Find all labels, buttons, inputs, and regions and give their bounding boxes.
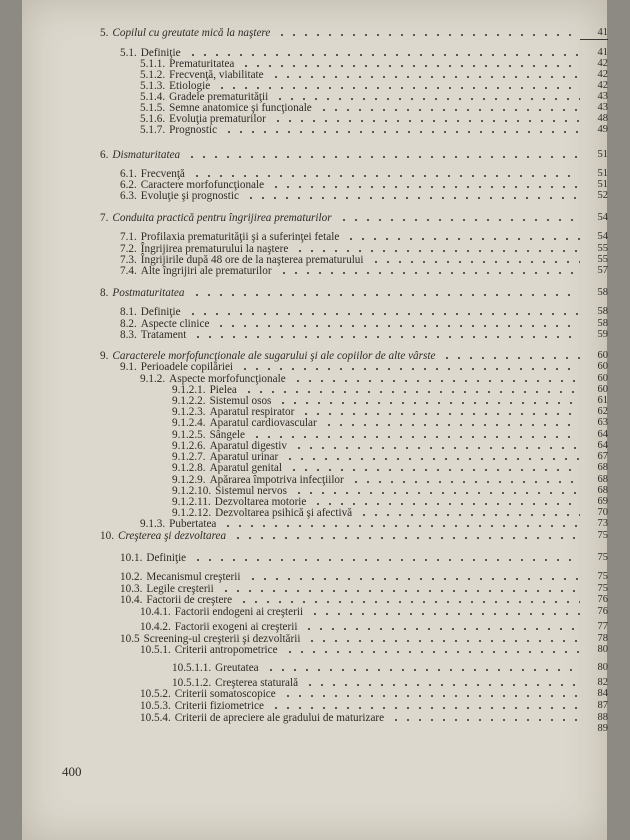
- leader-dots: [278, 272, 580, 274]
- toc-entry-title: Aspecte morfofuncţionale: [169, 373, 286, 385]
- leader-dots: [247, 578, 580, 580]
- toc-entry-page: 51: [597, 149, 608, 160]
- toc-entry-title: Sistemul nervos: [215, 485, 287, 497]
- toc-entry-page: 42: [597, 69, 608, 80]
- toc-entry-title: Dezvoltarea motorie: [214, 496, 307, 508]
- toc-entry-page: 63: [597, 417, 608, 428]
- toc-entry-page: 58: [597, 318, 608, 329]
- toc-entry-title: Factorii endogeni ai creşterii: [174, 606, 304, 618]
- toc-entry-page: 68: [597, 462, 608, 473]
- toc-entry-title: Postmaturitatea: [112, 287, 185, 299]
- toc-entry-title: Criterii antropometrice: [174, 644, 278, 656]
- leader-dots: [245, 197, 580, 199]
- toc-entry-title: Definiţie: [140, 306, 181, 318]
- book-page: [22, 0, 607, 840]
- toc-entry-page: 41: [597, 27, 608, 38]
- leader-dots: [370, 261, 580, 263]
- toc-entry-title: Tratament: [140, 329, 187, 341]
- toc-entry-title: Sângele: [209, 429, 245, 441]
- leader-dots: [284, 651, 580, 653]
- toc-entry-number: 10.4.1.: [140, 606, 171, 618]
- toc-entry-page: 60: [597, 384, 608, 395]
- toc-entry-title: Alte îngrijiri ale prematurilor: [140, 265, 272, 277]
- toc-entry-number: 10.5.1.1.: [172, 662, 212, 674]
- leader-dots: [270, 707, 580, 709]
- leader-dots: [276, 34, 580, 36]
- toc-entry: [100, 148, 180, 162]
- leader-dots: [294, 250, 580, 252]
- leader-dots: [191, 294, 581, 296]
- toc-entry-page: 57: [597, 265, 608, 276]
- toc-entry-page: 77: [597, 621, 608, 632]
- leader-dots: [192, 336, 580, 338]
- toc-entry-page: 80: [597, 644, 608, 655]
- toc-entry-title: Frecvenţă: [140, 168, 185, 180]
- leader-dots: [191, 175, 580, 177]
- leader-dots: [238, 601, 580, 603]
- toc-entry-number: 8.: [100, 287, 109, 299]
- leader-dots: [192, 559, 580, 561]
- toc-entry-number: 9.: [100, 350, 109, 362]
- toc-entry-number: 8.1.: [120, 306, 137, 318]
- toc-entry-number: 9.1.2.1.: [172, 384, 206, 396]
- toc-entry-number: 5.1.3.: [140, 80, 166, 92]
- toc-entry-page: 88: [597, 712, 608, 723]
- toc-entry-title: Creşterea staturală: [215, 677, 299, 689]
- toc-entry-number: 9.1.2.2.: [172, 395, 206, 407]
- toc-entry-number: 9.1.2.9.: [172, 474, 206, 486]
- toc-entry-page: 78: [597, 633, 608, 644]
- toc-entry-page: 75: [597, 530, 608, 541]
- toc-entry-title: Caracterele morfofuncţionale ale sugarului şi ale copiilor de alte vârste: [112, 350, 436, 362]
- toc-entry: [120, 189, 239, 203]
- leader-dots: [345, 238, 580, 240]
- toc-entry-title: Factorii exogeni ai creşterii: [174, 621, 298, 633]
- leader-dots: [323, 424, 580, 426]
- toc-entry-title: Aspecte clinice: [140, 318, 210, 330]
- toc-entry-number: 9.1.2.6.: [172, 440, 206, 452]
- toc-entry-page: 62: [597, 406, 608, 417]
- toc-entry-number: 7.4.: [120, 265, 137, 277]
- toc-entry-page: 76: [597, 594, 608, 605]
- leader-dots: [293, 447, 580, 449]
- table-of-contents: [22, 0, 607, 840]
- toc-entry-number: 7.: [100, 212, 109, 224]
- toc-entry-title: Legile creşterii: [146, 583, 214, 595]
- toc-entry-number: 5.1.7.: [140, 124, 166, 136]
- toc-entry-title: Apărarea împotriva infecţiilor: [209, 474, 344, 486]
- toc-entry-title: Pubertatea: [169, 518, 217, 530]
- toc-entry-page: 42: [597, 80, 608, 91]
- toc-entry-number: 6.1.: [120, 168, 137, 180]
- leader-dots: [309, 613, 580, 615]
- leader-dots: [282, 695, 580, 697]
- leader-dots: [232, 537, 580, 539]
- toc-entry-page: 51: [597, 179, 608, 190]
- toc-entry: [120, 264, 272, 278]
- toc-entry-title: Sistemul osos: [209, 395, 272, 407]
- toc-entry-title: Aparatul respirator: [209, 406, 295, 418]
- toc-entry-page: 75: [597, 571, 608, 582]
- leader-dots: [187, 54, 580, 56]
- toc-entry-number: 9.1.: [120, 361, 137, 373]
- toc-entry-number: 9.1.2.4.: [172, 417, 206, 429]
- toc-entry-number: 8.3.: [120, 329, 137, 341]
- toc-entry-title: Definiţie: [146, 552, 187, 564]
- toc-entry-page: 60: [597, 361, 608, 372]
- toc-entry-number: 10.2.: [120, 571, 143, 583]
- toc-entry-title: Aparatul cardiovascular: [209, 417, 317, 429]
- toc-entry-title: Factorii de creştere: [146, 594, 233, 606]
- toc-entry-title: Screening-ul creşterii şi dezvoltării: [143, 633, 301, 645]
- toc-entry-title: Îngrijirile după 48 ore de la naşterea prematurului: [140, 254, 364, 266]
- toc-entry: [100, 529, 226, 543]
- toc-entry-number: 5.1.: [120, 47, 137, 59]
- toc-entry-title: Frecvenţă, viabilitate: [169, 69, 264, 81]
- toc-entry-page: 75: [597, 552, 608, 563]
- leader-dots: [292, 380, 580, 382]
- toc-entry-number: 7.3.: [120, 254, 137, 266]
- toc-entry-number: 5.1.1.: [140, 58, 166, 70]
- toc-entry: [100, 286, 185, 300]
- leader-dots: [338, 219, 580, 221]
- toc-entry-title: Definiţie: [140, 47, 181, 59]
- leader-dots: [277, 402, 580, 404]
- leader-dots: [441, 357, 580, 359]
- toc-entry-title: Prematuritatea: [169, 58, 235, 70]
- toc-entry-page: 68: [597, 474, 608, 485]
- leader-dots: [318, 109, 580, 111]
- toc-entry-page: 43: [597, 91, 608, 102]
- leader-dots: [284, 458, 580, 460]
- toc-entry-title: Prognostic: [169, 124, 218, 136]
- toc-entry-number: 10.5: [120, 633, 140, 645]
- leader-dots: [274, 98, 580, 100]
- leader-dots: [293, 492, 580, 494]
- toc-entry-number: 10.1.: [120, 552, 143, 564]
- toc-entry-number: 6.3.: [120, 190, 137, 202]
- toc-entry: [100, 211, 332, 225]
- toc-entry-page: 64: [597, 440, 608, 451]
- toc-entry-number: 10.3.: [120, 583, 143, 595]
- page-number: 400: [62, 764, 82, 779]
- toc-entry-number: 5.1.2.: [140, 69, 166, 81]
- toc-entry-page: 75: [597, 583, 608, 594]
- toc-entry-title: Aparatul genital: [209, 462, 282, 474]
- toc-entry-number: 9.1.2.12.: [172, 507, 212, 519]
- toc-entry-number: 10.5.4.: [140, 712, 171, 724]
- toc-entry-title: Creşterea şi dezvoltarea: [117, 530, 227, 542]
- leader-dots: [215, 325, 580, 327]
- toc-entry: [172, 661, 259, 675]
- toc-entry-number: 5.1.5.: [140, 102, 166, 114]
- leader-dots: [358, 514, 580, 516]
- toc-entry-page: 80: [597, 662, 608, 673]
- toc-entry: [140, 711, 384, 725]
- leader-dots: [243, 391, 580, 393]
- toc-entry-number: 5.1.6.: [140, 113, 166, 125]
- toc-entry-number: 10.4.2.: [140, 621, 171, 633]
- toc-entry-title: Profilaxia prematurităţii şi a suferinţei fetale: [140, 231, 340, 243]
- leader-dots: [240, 65, 580, 67]
- toc-entry-page: 87: [597, 700, 608, 711]
- toc-entry-title: Aparatul urinar: [209, 451, 279, 463]
- leader-dots: [270, 76, 580, 78]
- toc-entry-number: 10.5.2.: [140, 688, 171, 700]
- toc-entry-page: 61: [597, 395, 608, 406]
- toc-entry-page: 52: [597, 190, 608, 201]
- toc-entry-page: 89: [597, 723, 608, 734]
- toc-entry: [140, 123, 217, 137]
- toc-entry: [120, 551, 186, 565]
- toc-entry-number: 10.5.1.2.: [172, 677, 212, 689]
- leader-dots: [251, 436, 580, 438]
- toc-entry-title: Gradele prematurităţii: [169, 91, 269, 103]
- toc-entry-number: 9.1.2.5.: [172, 429, 206, 441]
- leader-dots: [390, 719, 580, 721]
- toc-entry-page: 84: [597, 688, 608, 699]
- toc-entry-page: 54: [597, 231, 608, 242]
- toc-entry-number: 6.2.: [120, 179, 137, 191]
- toc-entry-title: Etiologie: [169, 80, 211, 92]
- toc-entry-page: 55: [597, 254, 608, 265]
- toc-entry-title: Perioadele copilăriei: [140, 361, 234, 373]
- toc-entry-page: 59: [597, 329, 608, 340]
- leader-dots: [220, 590, 580, 592]
- toc-entry-title: Greutatea: [215, 662, 259, 674]
- toc-entry-title: Semne anatomice şi funcţionale: [169, 102, 312, 114]
- toc-entry-page: 54: [597, 212, 608, 223]
- toc-entry-page: 67: [597, 451, 608, 462]
- toc-entry-number: 10.5.1.: [140, 644, 171, 656]
- toc-entry-number: 5.1.4.: [140, 91, 166, 103]
- toc-entry-page: 73: [597, 518, 608, 529]
- toc-entry-number: 7.2.: [120, 243, 137, 255]
- leader-dots: [222, 525, 580, 527]
- leader-dots: [303, 628, 580, 630]
- toc-entry-title: Copilul cu greutate mică la naştere: [112, 27, 271, 39]
- leader-dots: [265, 669, 580, 671]
- leader-dots: [216, 87, 580, 89]
- toc-entry-number: 6.: [100, 149, 109, 161]
- toc-entry-title: Caractere morfofuncţionale: [140, 179, 265, 191]
- toc-entry-title: Dismaturitatea: [112, 149, 181, 161]
- toc-entry-number: 9.1.2.7.: [172, 451, 206, 463]
- toc-entry-number: 9.1.2.: [140, 373, 166, 385]
- toc-entry: [120, 328, 186, 342]
- toc-entry-title: Mecanismul creşterii: [146, 571, 241, 583]
- toc-entry-page: 64: [597, 429, 608, 440]
- toc-entry-title: Criterii somatoscopice: [174, 688, 276, 700]
- toc-entry-page: 68: [597, 485, 608, 496]
- toc-entry-number: 8.2.: [120, 318, 137, 330]
- toc-entry-title: Evoluţie şi prognostic: [140, 190, 239, 202]
- toc-entry-page: 58: [597, 287, 608, 298]
- toc-entry-title: Aparatul digestiv: [209, 440, 287, 452]
- toc-entry-number: 9.1.2.8.: [172, 462, 206, 474]
- toc-entry-number: 9.1.2.10.: [172, 485, 212, 497]
- toc-entry-number: 5.: [100, 27, 109, 39]
- toc-entry-number: 9.1.3.: [140, 518, 166, 530]
- toc-entry-page: 82: [597, 677, 608, 688]
- toc-entry-page: 69: [597, 496, 608, 507]
- toc-entry-title: Conduita practică pentru îngrijirea prematurilor: [112, 212, 332, 224]
- toc-entry-number: 9.1.2.11.: [172, 496, 211, 508]
- toc-entry-number: 10.4.: [120, 594, 143, 606]
- toc-entry-number: 10.5.3.: [140, 700, 171, 712]
- toc-entry-page: 76: [597, 606, 608, 617]
- leader-dots: [272, 120, 580, 122]
- toc-entry-page: 70: [597, 507, 608, 518]
- leader-dots: [239, 368, 580, 370]
- leader-dots: [304, 684, 580, 686]
- leader-dots: [187, 313, 580, 315]
- toc-entry-title: Criterii de apreciere ale gradului de maturizare: [174, 712, 385, 724]
- toc-entry-page: 43: [597, 102, 608, 113]
- toc-entry-number: 10.: [100, 530, 114, 542]
- toc-entry: [140, 643, 278, 657]
- toc-entry-title: Îngrijirea prematurului la naştere: [140, 243, 289, 255]
- toc-entry: [140, 605, 303, 619]
- toc-entry-title: Dezvoltarea psihică şi afectivă: [215, 507, 353, 519]
- toc-entry-title: Criterii fiziometrice: [174, 700, 264, 712]
- toc-entry-page: 55: [597, 243, 608, 254]
- toc-entry-page: 42: [597, 58, 608, 69]
- leader-dots: [350, 481, 580, 483]
- toc-entry-page: 49: [597, 124, 608, 135]
- toc-entry-title: Pielea: [209, 384, 237, 396]
- leader-dots: [186, 156, 580, 158]
- leader-dots: [223, 131, 580, 133]
- toc-entry-page: 60: [597, 350, 608, 361]
- toc-entry-number: 9.1.2.3.: [172, 406, 206, 418]
- toc-entry-title: Evoluţia prematurilor: [169, 113, 266, 125]
- leader-dots: [312, 503, 580, 505]
- toc-entry-page: 51: [597, 168, 608, 179]
- toc-entry-number: 7.1.: [120, 231, 137, 243]
- toc-entry: [100, 26, 270, 40]
- leader-dots: [270, 186, 580, 188]
- toc-entry-page: 41: [597, 47, 608, 58]
- leader-dots: [288, 469, 580, 471]
- toc-entry-page: 60: [597, 373, 608, 384]
- leader-dots: [300, 413, 580, 415]
- toc-entry-page: 48: [597, 113, 608, 124]
- leader-dots: [306, 640, 580, 642]
- toc-entry-page: 58: [597, 306, 608, 317]
- toc-entry: [140, 722, 144, 736]
